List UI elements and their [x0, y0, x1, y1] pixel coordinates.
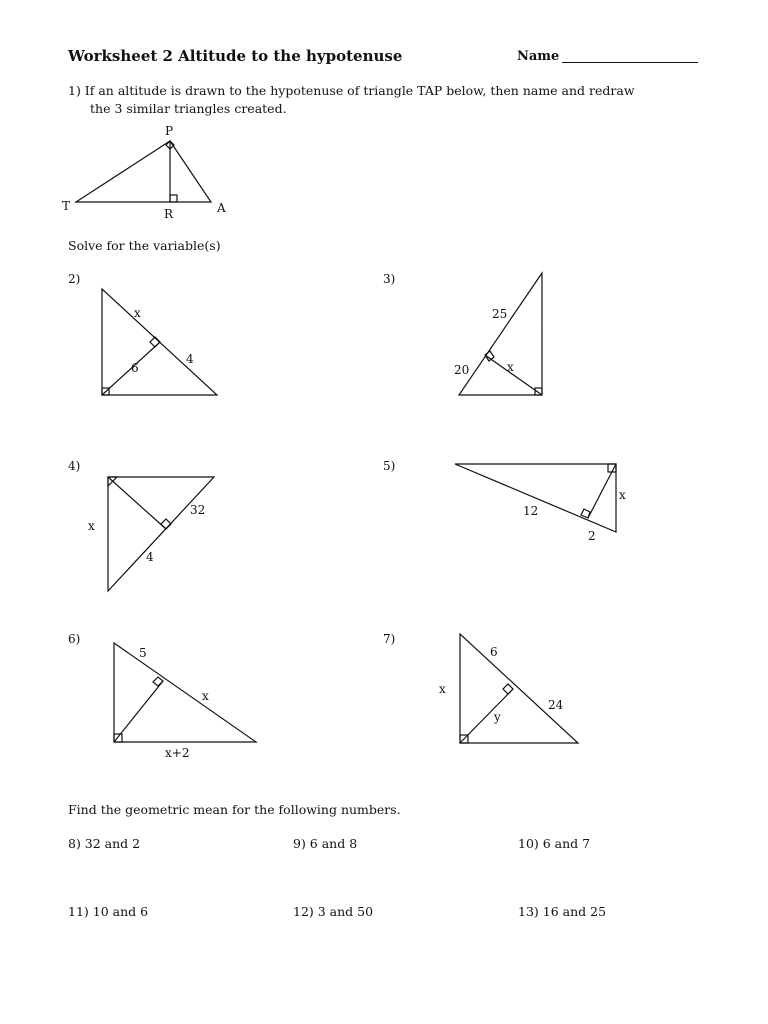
p5-label-12: 12: [523, 504, 539, 518]
q1-right-angle-p: [166, 141, 174, 149]
q1-right-angle-r: [170, 195, 177, 202]
p4-right-angle-corner: [108, 477, 117, 486]
p2-altitude: [102, 342, 160, 395]
p7-triangle: [460, 634, 578, 743]
geo-question-11: 11) 10 and 6: [68, 904, 149, 919]
p7-label-6: 6: [490, 645, 498, 659]
q1-label-r: R: [164, 207, 174, 221]
p6-right-angle-base: [114, 734, 122, 742]
q1-label-p: P: [165, 124, 174, 138]
p4-label-4: 4: [146, 550, 154, 564]
p2-triangle: [102, 289, 217, 395]
p2-label-4: 4: [186, 352, 194, 366]
p7-label-x: x: [439, 682, 446, 696]
p6-label-5: 5: [139, 646, 147, 660]
geo-question-12: 12) 3 and 50: [293, 904, 374, 919]
problem-number-2: 2): [68, 272, 81, 286]
q1-label-t: T: [62, 199, 71, 213]
p7-label-y: y: [494, 710, 501, 724]
problem-number-6: 6): [68, 632, 81, 646]
q1-triangle-tap: [76, 141, 211, 202]
p5-altitude: [588, 464, 616, 518]
p4-label-32: 32: [190, 503, 206, 517]
p6-label-x-plus-2: x+2: [165, 746, 190, 760]
p3-right-angle-foot: [485, 351, 494, 361]
problem-number-7: 7): [383, 632, 396, 646]
q1-line2: the 3 similar triangles created.: [90, 101, 287, 116]
section-solve-heading: Solve for the variable(s): [68, 238, 221, 253]
geo-question-13: 13) 16 and 25: [518, 904, 607, 919]
p3-label-x: x: [507, 360, 514, 374]
name-blank-line: [562, 62, 698, 63]
p4-label-x: x: [88, 519, 95, 533]
p3-triangle: [459, 273, 542, 395]
geo-question-8: 8) 32 and 2: [68, 836, 141, 851]
p5-triangle: [455, 464, 616, 532]
q1-label-a: A: [217, 201, 226, 215]
problem-number-3: 3): [383, 272, 396, 286]
p3-label-25: 25: [492, 307, 508, 321]
p3-altitude: [485, 355, 542, 395]
p2-right-angle-base: [102, 388, 109, 395]
section-geometric-mean-heading: Find the geometric mean for the following numbers.: [68, 802, 401, 817]
problem-number-4: 4): [68, 459, 81, 473]
p2-right-angle-foot: [150, 337, 160, 347]
p4-triangle: [108, 477, 214, 591]
p5-right-angle-corner: [608, 464, 616, 472]
p2-label-6: 6: [131, 361, 139, 375]
name-label: Name: [517, 49, 560, 64]
p3-right-angle-base: [535, 388, 542, 395]
p7-label-24: 24: [548, 698, 564, 712]
p5-label-x: x: [619, 488, 626, 502]
p7-right-angle-base: [460, 735, 468, 743]
q1-line1: 1) If an altitude is drawn to the hypotenuse of triangle TAP below, then name and redraw: [68, 83, 635, 98]
geo-question-9: 9) 6 and 8: [293, 836, 358, 851]
p6-triangle: [114, 643, 256, 742]
p7-right-angle-foot: [503, 684, 513, 694]
p5-label-2: 2: [588, 529, 596, 543]
p5-right-angle-foot: [581, 509, 590, 518]
p4-right-angle-foot: [161, 519, 171, 529]
p7-altitude: [460, 689, 513, 743]
geo-question-10: 10) 6 and 7: [518, 836, 591, 851]
p3-label-20: 20: [454, 363, 470, 377]
problem-number-5: 5): [383, 459, 396, 473]
p6-right-angle-foot: [153, 677, 163, 686]
worksheet-title: Worksheet 2 Altitude to the hypotenuse: [68, 47, 403, 65]
p6-altitude: [114, 681, 163, 742]
p4-altitude: [108, 477, 166, 529]
p6-label-x: x: [202, 689, 209, 703]
p2-label-x: x: [134, 306, 141, 320]
